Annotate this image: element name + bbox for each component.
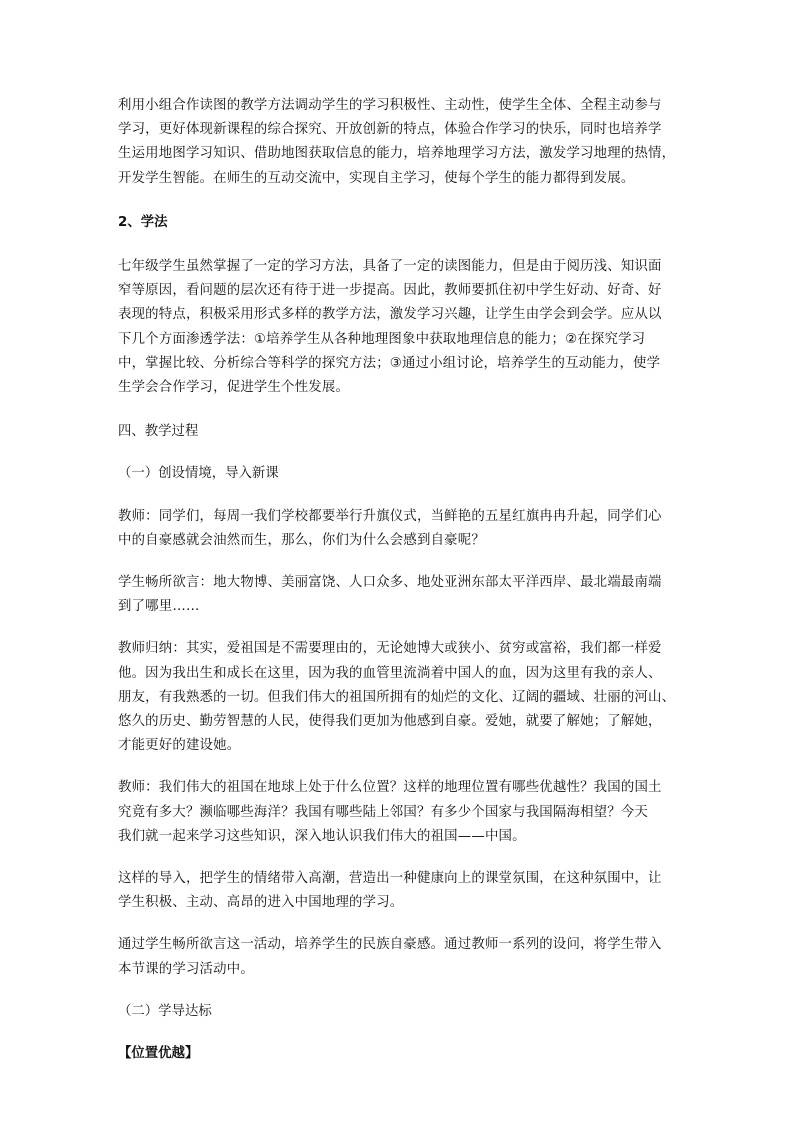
heading-location-advantage: 【位置优越】 — [118, 1046, 199, 1062]
text-line: 究竟有多大？濒临哪些海洋？我国有哪些陆上邻国？有多少个国家与我国隔海相望？今天 — [118, 804, 649, 820]
text-line: 他。因为我出生和成长在这里，因为我的血管里流淌着中国人的血，因为这里有我的亲人、 — [118, 665, 662, 681]
heading-create-situation: （一）创设情境，导入新课 — [118, 466, 279, 482]
document-page — [118, 94, 680, 1066]
text-line: 朋友，有我熟悉的一切。但我们伟大的祖国所拥有的灿烂的文化、辽阔的疆域、壮丽的河山、 — [118, 689, 676, 705]
heading-guided-learning: （二）学导达标 — [118, 1003, 212, 1019]
heading-learning-method: 2、学法 — [118, 214, 168, 230]
paragraph-intro-effect — [118, 867, 680, 915]
text-line: 教师：同学们，每周一我们学校都要举行升旗仪式，当鲜艳的五星红旗冉冉升起，同学们心 — [118, 508, 662, 524]
text-line: 本节课的学习活动中。 — [118, 961, 254, 977]
paragraph-teacher-intro — [118, 505, 680, 553]
text-line: 教师：我们伟大的祖国在地球上处于什么位置？这样的地理位置有哪些优越性？我国的国土 — [118, 780, 662, 796]
text-line: 利用小组合作读图的教学方法调动学生的学习积极性、主动性，使学生全体、全程主动参与 — [118, 98, 662, 113]
text-line: 学习，更好体现新课程的综合探究、开放创新的特点，体验合作学习的快乐，同时也培养学 — [118, 122, 662, 138]
text-line: 表现的特点，积极采用形式多样的教学方法，激发学习兴趣，让学生由学会到会学。应从以 — [118, 307, 662, 323]
text-line: 我们就一起来学习这些知识，深入地认识我们伟大的祖国——中国。 — [118, 828, 526, 844]
text-line: 到了哪里…… — [118, 599, 200, 615]
text-line: 通过学生畅所欲言这一活动，培养学生的民族自豪感。通过教师一系列的设问，将学生带入 — [118, 937, 662, 953]
text-line: 开发学生智能。在师生的互动交流中，实现自主学习，使每个学生的能力都得到发展。 — [118, 170, 635, 186]
paragraph-learning-method — [118, 255, 680, 400]
text-line: 下几个方面渗透学法：①培养学生从各种地理图象中获取地理信息的能力；②在探究学习 — [118, 331, 646, 347]
text-line: 七年级学生虽然掌握了一定的学习方法，具备了一定的读图能力，但是由于阅历浅、知识面 — [118, 259, 662, 275]
text-line: 中，掌握比较、分析综合等科学的探究方法；③通过小组讨论，培养学生的互动能力，使学 — [118, 355, 661, 371]
text-line: 学生畅所欲言：地大物博、美丽富饶、人口众多、地处亚洲东部太平洋西岸、最北端最南端 — [118, 575, 662, 591]
heading-teaching-process: 四、教学过程 — [118, 424, 199, 440]
paragraph-student-response — [118, 571, 680, 619]
text-line: 中的自豪感就会油然而生，那么，你们为什么会感到自豪呢？ — [118, 532, 485, 548]
paragraph-teaching-method — [118, 94, 680, 191]
text-line: 这样的导入，把学生的情绪带入高潮，营造出一种健康向上的课堂氛围，在这种氛围中，让 — [118, 871, 662, 887]
paragraph-teacher-questions — [118, 776, 680, 849]
text-line: 学生积极、主动、高昂的进入中国地理的学习。 — [118, 895, 404, 911]
paragraph-activity-goal — [118, 933, 680, 981]
paragraph-teacher-summary — [118, 637, 680, 758]
text-line: 生运用地图学习知识、借助地图获取信息的能力，培养地理学习方法，激发学习地理的热情， — [118, 146, 676, 162]
text-line: 悠久的历史、勤劳智慧的人民，使得我们更加为他感到自豪。爱她，就要了解她；了解她， — [118, 714, 662, 730]
text-line: 窄等原因，看问题的层次还有待于进一步提高。因此，教师要抓住初中学生好动、好奇、好 — [118, 283, 662, 299]
text-line: 才能更好的建设她。 — [118, 738, 241, 754]
text-line: 教师归纳：其实，爱祖国是不需要理由的，无论她博大或狭小、贫穷或富裕，我们都一样爱 — [118, 641, 662, 657]
text-line: 生学会合作学习，促进学生个性发展。 — [118, 380, 350, 396]
